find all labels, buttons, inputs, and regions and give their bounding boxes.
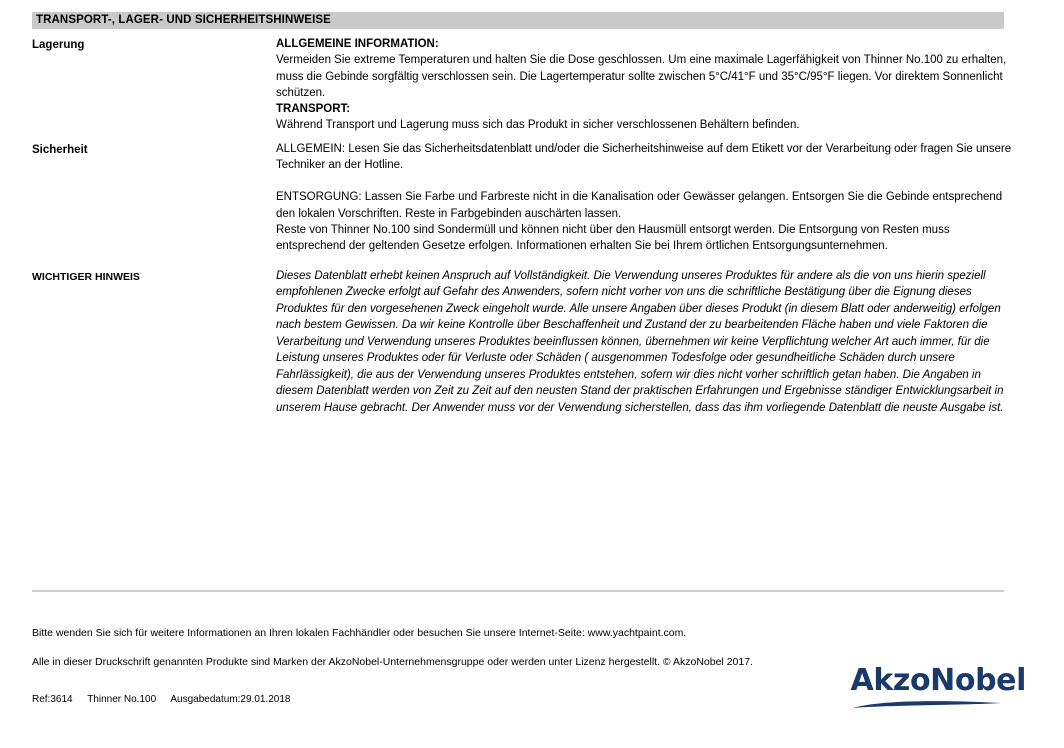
row-label-wichtiger-hinweis: WICHTIGER HINWEIS [32, 270, 140, 283]
brand-name: AkzoNobel [850, 663, 1026, 698]
table-row [32, 36, 1012, 134]
content-rows [32, 36, 1012, 423]
row-body-lagerung [276, 36, 1012, 134]
row-body-sicherheit [276, 141, 1012, 255]
issue-date: Ausgabedatum:29.01.2018 [170, 694, 291, 705]
paragraph-text: ENTSORGUNG: Lassen Sie Farbe und Farbreste nicht in die Kanalisation oder Gewässer gelangen. Entsorgen Sie die Gebinde entsprechend den lokalen Vorschriften. Reste in Farbgebinden auschärten lassen. [276, 191, 1003, 220]
table-row [32, 141, 1012, 255]
footer-divider [32, 590, 1004, 592]
row-label-sicherheit: Sicherheit [32, 143, 88, 156]
paragraph-heading: ALLGEMEINE INFORMATION: [276, 38, 439, 50]
brand-logo [851, 665, 1026, 711]
section-header: TRANSPORT-, LAGER- UND SICHERHEITSHINWEISE [32, 12, 1004, 29]
paragraph-text: Reste von Thinner No.100 sind Sondermüll und können nicht über den Hausmüll entsorgt werden. Die Entsorgung von Resten muss entsprechend der geltenden Gesetze erfolgen. Informationen erhalten Sie bei Ihrem örtlichen Entsorgungsunternehmen. [276, 223, 950, 253]
paragraph-heading: TRANSPORT: [276, 103, 351, 116]
row-label-lagerung: Lagerung [32, 39, 85, 51]
paragraph-text: ALLGEMEIN: Lesen Sie das Sicherheitsdatenblatt und/oder die Sicherheitshinweise auf dem Etikett vor der Verarbeitung oder fragen Sie unsere Techniker an der Hotline. [276, 142, 1012, 172]
footer-contact-line: Bitte wenden Sie sich für weitere Informationen an Ihren lokalen Fachhändler oder besuchen Sie unsere Internet-Seite: www.yachtpaint.com. [32, 627, 687, 639]
reference-number: Ref:3614 [32, 694, 73, 705]
paragraph-text: Während Transport und Lagerung muss sich das Produkt in sicher verschlossenen Behältern befinden. [276, 119, 800, 132]
table-row [32, 268, 1012, 417]
paragraph-text: Vermeiden Sie extreme Temperaturen und halten Sie die Dose geschlossen. Um eine maximale Lagerfähigkeit von Thinner No.100 zu erhalten, muss die Gebinde sorgfältig verschlossen sein. Die Lagertemperatur sollte zwischen 5°C/41°F und 35°C/95°F liegen. Vor direktem Sonnenlicht schützen. [276, 54, 1007, 99]
row-body-wichtiger-hinweis [276, 268, 1012, 417]
brand-swoosh-icon [851, 699, 1003, 711]
disclaimer-text: Dieses Datenblatt erhebt keinen Anspruch auf Vollständigkeit. Die Verwendung unseres Produktes für andere als die von uns hierin speziell empfohlenen Zwecke erfolgt auf Gefahr des Anwenders, sofern nicht vorher von uns die schriftliche Bestätigung über die Eignung dieses Produktes für den vorgesehenen Zweck eingeholt wurde. Alle unsere Angaben über dieses Produkt (in diesem Blatt oder anderweitig) erfolgen nach bestem Gewissen. Da wir keine Kontrolle über Beschaffenheit und Zustand der zu bearbeitenden Fläche haben und viele Faktoren die Verarbeitung und Verwendung unseres Produktes beeinflussen können, übernehmen wir keine Verpflichtung welcher Art auch immer, für die Leistung unseres Produktes oder für Verluste oder Schäden ( ausgenommen Todesfolge oder gesundheitliche Schäden durch unsere Fahrlässigkeit), die aus der Verwendung unseres Produktes entstehen, sofern wir dies nicht vorher schriftlich getan haben. Die Angaben in diesem Datenblatt werden von Zeit zu Zeit auf den neusten Stand der praktischen Erfahrungen und Ergebnisse ständiger Entwicklungsarbeit in unserem Hause gebracht. Der Anwender muss vor der Verwendung sicherstellen, dass das ihm vorliegende Datenblatt die neuste Ausgabe ist. [276, 269, 1004, 414]
footer-trademark-line: Alle in dieser Druckschrift genannten Produkte sind Marken der AkzoNobel-Unternehmensgruppe oder werden unter Lizenz hergestellt. © AkzoNobel 2017. [32, 656, 753, 668]
reference-line [32, 694, 302, 705]
paragraph-spacer [276, 173, 1012, 189]
product-name: Thinner No.100 [87, 694, 157, 705]
footer [32, 626, 892, 684]
